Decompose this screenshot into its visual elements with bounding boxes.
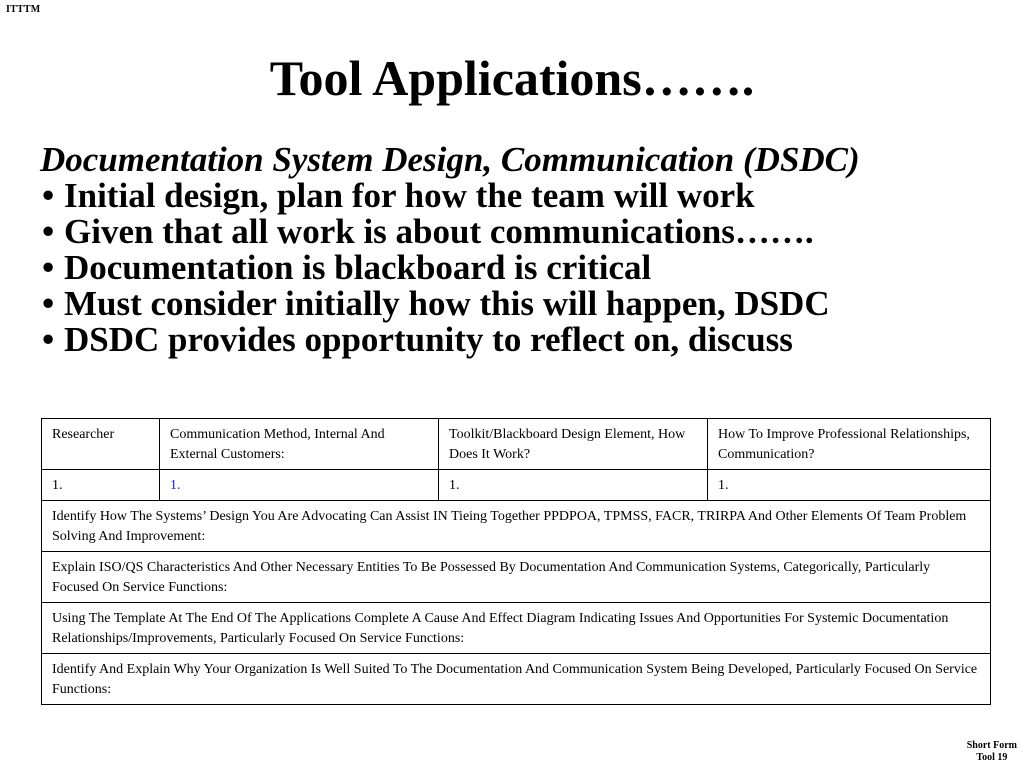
bullet-item [42,286,830,322]
table-row [42,552,991,603]
section-subtitle: Documentation System Design, Communication (DSDC) [40,140,860,179]
bullet-item [42,178,830,214]
footer-line: Short Form [966,740,1017,751]
header-researcher: Researcher [42,419,160,470]
header-communication-method: Communication Method, Internal And External Customers: [160,419,439,470]
table-header-row [42,419,991,470]
highlighted-number: 1. [170,478,181,493]
table-row [42,603,991,654]
bullet-text: Documentation is blackboard is critical [64,248,652,287]
slide-title: Tool Applications……. [269,50,755,106]
prompt-cell[interactable]: Identify How The Systems’ Design You Are Advocating Can Assist IN Tieing Together PPDPOA, TPMSS, FACR, TRIRPA And Other Elements Of Team Problem Solving And Improvement: [42,501,991,552]
table-row [42,470,991,501]
bullet-text: Must consider initially how this will happen, DSDC [64,284,830,323]
table-cell[interactable]: 1. [42,470,160,501]
bullet-glyph: • [42,212,55,251]
table-cell[interactable]: 1. [708,470,991,501]
bullet-item [42,322,830,358]
table-row [42,654,991,705]
bullet-list [42,178,830,358]
bullet-glyph: • [42,284,55,323]
prompt-cell[interactable]: Explain ISO/QS Characteristics And Other Necessary Entities To Be Possessed By Documentation And Communication Systems, Categorically, Particularly Focused On Service Functions: [42,552,991,603]
corner-label: ITTTM [6,4,41,15]
bullet-text: Given that all work is about communications……. [64,212,814,251]
table-cell[interactable]: 1. [439,470,708,501]
bullet-glyph: • [42,176,55,215]
application-table [41,418,991,705]
table-cell[interactable] [160,470,439,501]
bullet-text: DSDC provides opportunity to reflect on, discuss [64,320,793,359]
bullet-glyph: • [42,320,55,359]
bullet-glyph: • [42,248,55,287]
prompt-cell[interactable]: Using The Template At The End Of The Applications Complete A Cause And Effect Diagram Indicating Issues And Opportunities For Systemic Documentation Relationships/Improvements, Particularly Focused On Service Functions: [42,603,991,654]
footer-line: Tool 19 [976,752,1008,763]
header-improve-relationships: How To Improve Professional Relationships, Communication? [708,419,991,470]
bullet-text: Initial design, plan for how the team will work [64,176,755,215]
bullet-item [42,250,830,286]
footer-label [967,740,1017,764]
header-toolkit-design: Toolkit/Blackboard Design Element, How Does It Work? [439,419,708,470]
prompt-cell[interactable]: Identify And Explain Why Your Organization Is Well Suited To The Documentation And Communication System Being Developed, Particularly Focused On Service Functions: [42,654,991,705]
bullet-item [42,214,830,250]
table-row [42,501,991,552]
